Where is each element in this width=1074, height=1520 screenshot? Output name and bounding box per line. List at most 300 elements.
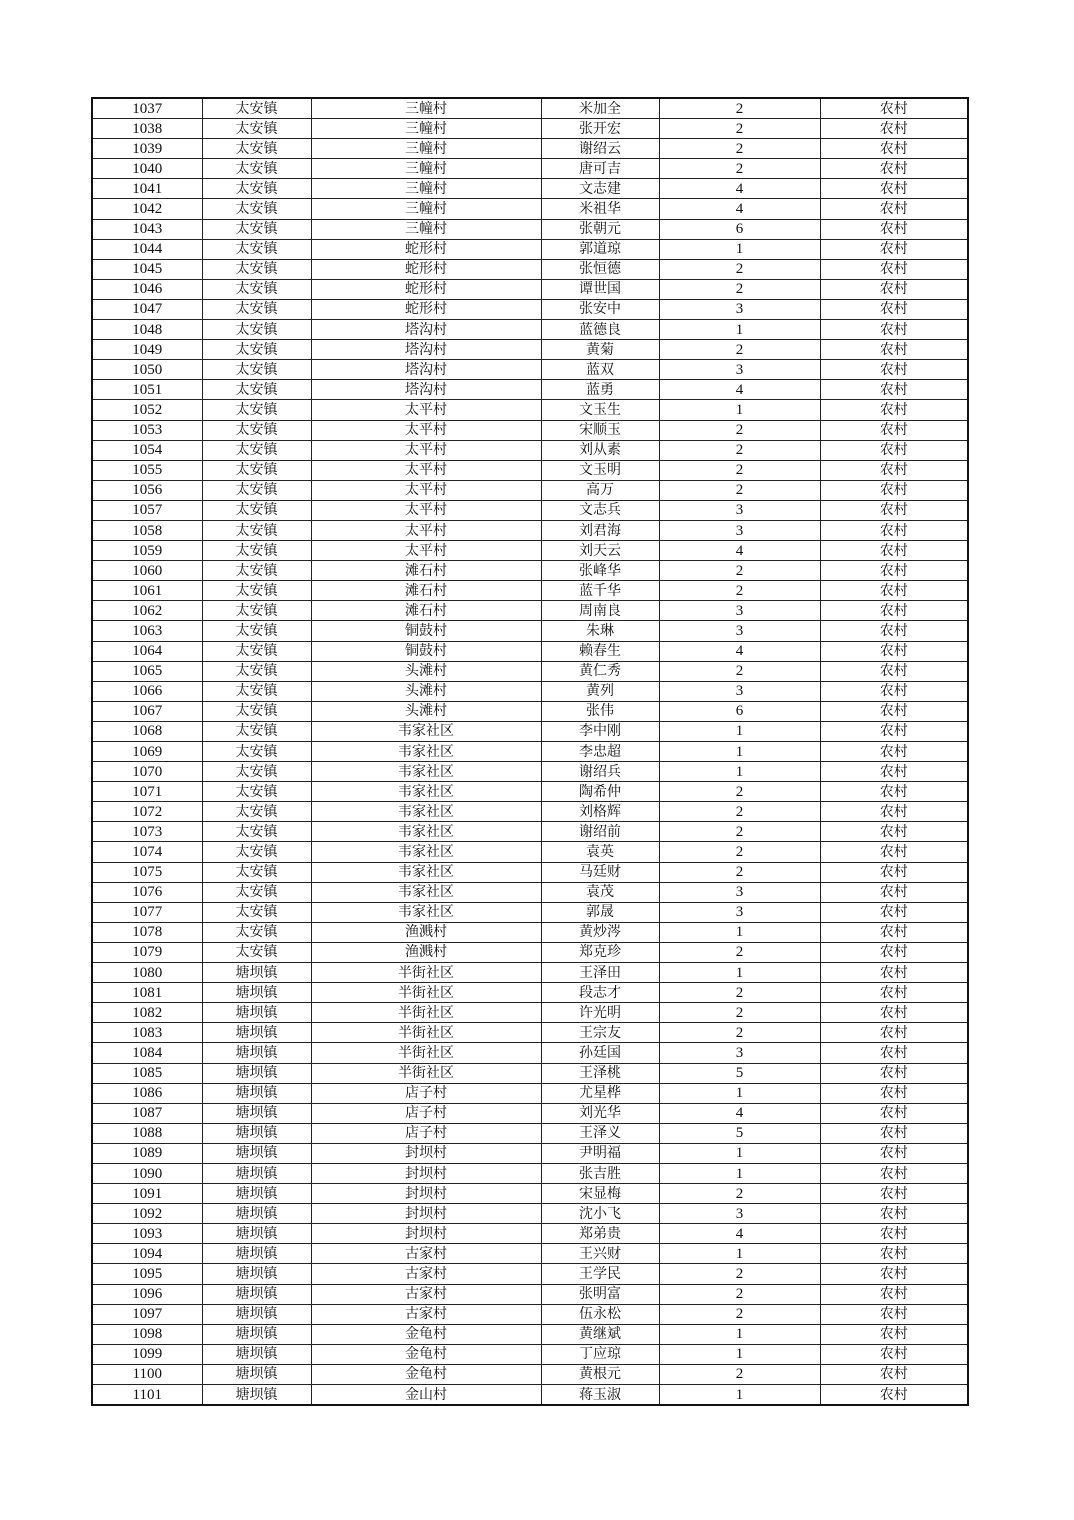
- name-cell: 许光明: [541, 1003, 659, 1023]
- category-cell: 农村: [820, 1003, 968, 1023]
- town-cell: 太安镇: [202, 661, 311, 681]
- serial-number-cell: 1056: [92, 480, 202, 500]
- household-size-cell: 2: [659, 98, 820, 119]
- town-cell: 太安镇: [202, 701, 311, 721]
- table-row: [92, 440, 968, 460]
- name-cell: 王学民: [541, 1264, 659, 1284]
- village-cell: 头滩村: [311, 681, 541, 701]
- name-cell: 丁应琼: [541, 1344, 659, 1364]
- category-cell: 农村: [820, 922, 968, 942]
- category-cell: 农村: [820, 1385, 968, 1406]
- village-cell: 韦家社区: [311, 822, 541, 842]
- serial-number-cell: 1083: [92, 1023, 202, 1043]
- household-size-cell: 3: [659, 1204, 820, 1224]
- serial-number-cell: 1060: [92, 561, 202, 581]
- household-size-cell: 5: [659, 1123, 820, 1143]
- table-row: [92, 902, 968, 922]
- household-size-cell: 1: [659, 1083, 820, 1103]
- name-cell: 郑克珍: [541, 942, 659, 962]
- category-cell: 农村: [820, 1143, 968, 1163]
- category-cell: 农村: [820, 802, 968, 822]
- household-size-cell: 4: [659, 1103, 820, 1123]
- serial-number-cell: 1085: [92, 1063, 202, 1083]
- name-cell: 李中刚: [541, 721, 659, 741]
- serial-number-cell: 1100: [92, 1364, 202, 1384]
- category-cell: 农村: [820, 882, 968, 902]
- village-cell: 金龟村: [311, 1364, 541, 1384]
- serial-number-cell: 1076: [92, 882, 202, 902]
- village-cell: 太平村: [311, 420, 541, 440]
- village-cell: 古家村: [311, 1244, 541, 1264]
- village-cell: 韦家社区: [311, 882, 541, 902]
- category-cell: 农村: [820, 721, 968, 741]
- village-cell: 渔溅村: [311, 942, 541, 962]
- name-cell: 袁英: [541, 842, 659, 862]
- table-row: [92, 842, 968, 862]
- serial-number-cell: 1075: [92, 862, 202, 882]
- household-size-cell: 2: [659, 279, 820, 299]
- table-row: [92, 641, 968, 661]
- serial-number-cell: 1089: [92, 1143, 202, 1163]
- household-size-cell: 1: [659, 1244, 820, 1264]
- table-row: [92, 942, 968, 962]
- name-cell: 刘从素: [541, 440, 659, 460]
- serial-number-cell: 1052: [92, 400, 202, 420]
- town-cell: 太安镇: [202, 400, 311, 420]
- town-cell: 太安镇: [202, 742, 311, 762]
- town-cell: 太安镇: [202, 139, 311, 159]
- table-row: [92, 1284, 968, 1304]
- village-cell: 蛇形村: [311, 299, 541, 319]
- household-size-cell: 4: [659, 641, 820, 661]
- household-size-cell: 2: [659, 1264, 820, 1284]
- village-cell: 太平村: [311, 460, 541, 480]
- serial-number-cell: 1090: [92, 1163, 202, 1183]
- town-cell: 太安镇: [202, 822, 311, 842]
- town-cell: 塘坝镇: [202, 1143, 311, 1163]
- table-row: [92, 1003, 968, 1023]
- town-cell: 塘坝镇: [202, 963, 311, 983]
- category-cell: 农村: [820, 762, 968, 782]
- table-row: [92, 1304, 968, 1324]
- household-size-cell: 1: [659, 1143, 820, 1163]
- table-row: [92, 1123, 968, 1143]
- town-cell: 太安镇: [202, 842, 311, 862]
- category-cell: 农村: [820, 299, 968, 319]
- serial-number-cell: 1084: [92, 1043, 202, 1063]
- name-cell: 蒋玉淑: [541, 1385, 659, 1406]
- serial-number-cell: 1092: [92, 1204, 202, 1224]
- table-row: [92, 1224, 968, 1244]
- category-cell: 农村: [820, 239, 968, 259]
- category-cell: 农村: [820, 159, 968, 179]
- serial-number-cell: 1095: [92, 1264, 202, 1284]
- household-size-cell: 2: [659, 1304, 820, 1324]
- village-cell: 塔沟村: [311, 340, 541, 360]
- table-row: [92, 1143, 968, 1163]
- table-row: [92, 862, 968, 882]
- town-cell: 塘坝镇: [202, 1043, 311, 1063]
- serial-number-cell: 1072: [92, 802, 202, 822]
- name-cell: 尤星桦: [541, 1083, 659, 1103]
- serial-number-cell: 1082: [92, 1003, 202, 1023]
- serial-number-cell: 1039: [92, 139, 202, 159]
- table-row: [92, 621, 968, 641]
- table-row: [92, 721, 968, 741]
- table-row: [92, 1324, 968, 1344]
- category-cell: 农村: [820, 1344, 968, 1364]
- category-cell: 农村: [820, 641, 968, 661]
- category-cell: 农村: [820, 1023, 968, 1043]
- village-cell: 半街社区: [311, 1003, 541, 1023]
- table-row: [92, 400, 968, 420]
- household-size-cell: 2: [659, 942, 820, 962]
- village-cell: 半街社区: [311, 1023, 541, 1043]
- household-size-cell: 2: [659, 119, 820, 139]
- household-size-cell: 4: [659, 179, 820, 199]
- category-cell: 农村: [820, 199, 968, 219]
- village-cell: 塔沟村: [311, 360, 541, 380]
- household-size-cell: 2: [659, 259, 820, 279]
- town-cell: 太安镇: [202, 219, 311, 239]
- category-cell: 农村: [820, 1264, 968, 1284]
- name-cell: 朱琳: [541, 621, 659, 641]
- village-cell: 蛇形村: [311, 279, 541, 299]
- name-cell: 谢绍前: [541, 822, 659, 842]
- village-cell: 店子村: [311, 1123, 541, 1143]
- name-cell: 文玉明: [541, 460, 659, 480]
- serial-number-cell: 1042: [92, 199, 202, 219]
- household-size-cell: 1: [659, 1163, 820, 1183]
- village-cell: 三幢村: [311, 98, 541, 119]
- village-cell: 蛇形村: [311, 239, 541, 259]
- serial-number-cell: 1070: [92, 762, 202, 782]
- town-cell: 太安镇: [202, 199, 311, 219]
- village-cell: 封坝村: [311, 1143, 541, 1163]
- village-cell: 韦家社区: [311, 742, 541, 762]
- household-size-cell: 1: [659, 963, 820, 983]
- town-cell: 塘坝镇: [202, 1103, 311, 1123]
- name-cell: 张明富: [541, 1284, 659, 1304]
- name-cell: 张恒德: [541, 259, 659, 279]
- name-cell: 袁茂: [541, 882, 659, 902]
- category-cell: 农村: [820, 340, 968, 360]
- town-cell: 太安镇: [202, 159, 311, 179]
- household-size-cell: 2: [659, 1023, 820, 1043]
- serial-number-cell: 1074: [92, 842, 202, 862]
- name-cell: 张开宏: [541, 119, 659, 139]
- category-cell: 农村: [820, 360, 968, 380]
- table-row: [92, 98, 968, 119]
- village-cell: 半街社区: [311, 1043, 541, 1063]
- household-size-cell: 3: [659, 299, 820, 319]
- category-cell: 农村: [820, 822, 968, 842]
- table-row: [92, 279, 968, 299]
- village-cell: 韦家社区: [311, 802, 541, 822]
- town-cell: 太安镇: [202, 782, 311, 802]
- village-cell: 太平村: [311, 400, 541, 420]
- table-row: [92, 500, 968, 520]
- table-row: [92, 1103, 968, 1123]
- name-cell: 米加全: [541, 98, 659, 119]
- town-cell: 塘坝镇: [202, 983, 311, 1003]
- name-cell: 郭道琼: [541, 239, 659, 259]
- table-row: [92, 320, 968, 340]
- town-cell: 太安镇: [202, 320, 311, 340]
- household-size-cell: 2: [659, 842, 820, 862]
- village-cell: 韦家社区: [311, 862, 541, 882]
- town-cell: 太安镇: [202, 561, 311, 581]
- village-cell: 三幢村: [311, 199, 541, 219]
- table-row: [92, 299, 968, 319]
- serial-number-cell: 1037: [92, 98, 202, 119]
- village-cell: 铜鼓村: [311, 641, 541, 661]
- household-size-cell: 2: [659, 139, 820, 159]
- village-cell: 滩石村: [311, 581, 541, 601]
- household-size-cell: 2: [659, 822, 820, 842]
- table-row: [92, 219, 968, 239]
- household-size-cell: 3: [659, 621, 820, 641]
- household-size-cell: 5: [659, 1063, 820, 1083]
- serial-number-cell: 1078: [92, 922, 202, 942]
- table-row: [92, 1204, 968, 1224]
- name-cell: 陶希仲: [541, 782, 659, 802]
- table-row: [92, 340, 968, 360]
- name-cell: 黄炒涔: [541, 922, 659, 942]
- household-size-cell: 3: [659, 681, 820, 701]
- town-cell: 太安镇: [202, 299, 311, 319]
- town-cell: 太安镇: [202, 480, 311, 500]
- table-row: [92, 520, 968, 540]
- roster-table: [91, 97, 969, 1406]
- category-cell: 农村: [820, 661, 968, 681]
- table-row: [92, 1083, 968, 1103]
- town-cell: 塘坝镇: [202, 1344, 311, 1364]
- name-cell: 王泽义: [541, 1123, 659, 1143]
- category-cell: 农村: [820, 983, 968, 1003]
- category-cell: 农村: [820, 862, 968, 882]
- serial-number-cell: 1087: [92, 1103, 202, 1123]
- table-row: [92, 259, 968, 279]
- town-cell: 太安镇: [202, 942, 311, 962]
- table-row: [92, 681, 968, 701]
- town-cell: 太安镇: [202, 279, 311, 299]
- village-cell: 太平村: [311, 541, 541, 561]
- name-cell: 宋顺玉: [541, 420, 659, 440]
- category-cell: 农村: [820, 259, 968, 279]
- table-row: [92, 179, 968, 199]
- category-cell: 农村: [820, 1123, 968, 1143]
- category-cell: 农村: [820, 119, 968, 139]
- serial-number-cell: 1073: [92, 822, 202, 842]
- household-size-cell: 3: [659, 360, 820, 380]
- town-cell: 太安镇: [202, 119, 311, 139]
- town-cell: 太安镇: [202, 360, 311, 380]
- village-cell: 封坝村: [311, 1224, 541, 1244]
- category-cell: 农村: [820, 541, 968, 561]
- name-cell: 高万: [541, 480, 659, 500]
- town-cell: 塘坝镇: [202, 1063, 311, 1083]
- town-cell: 塘坝镇: [202, 1264, 311, 1284]
- village-cell: 三幢村: [311, 119, 541, 139]
- table-row: [92, 922, 968, 942]
- village-cell: 封坝村: [311, 1204, 541, 1224]
- table-row: [92, 119, 968, 139]
- household-size-cell: 1: [659, 400, 820, 420]
- category-cell: 农村: [820, 460, 968, 480]
- serial-number-cell: 1050: [92, 360, 202, 380]
- household-size-cell: 2: [659, 480, 820, 500]
- village-cell: 古家村: [311, 1284, 541, 1304]
- village-cell: 韦家社区: [311, 842, 541, 862]
- village-cell: 半街社区: [311, 1063, 541, 1083]
- name-cell: 黄菊: [541, 340, 659, 360]
- serial-number-cell: 1068: [92, 721, 202, 741]
- table-row: [92, 360, 968, 380]
- household-size-cell: 1: [659, 742, 820, 762]
- town-cell: 太安镇: [202, 581, 311, 601]
- category-cell: 农村: [820, 420, 968, 440]
- serial-number-cell: 1079: [92, 942, 202, 962]
- village-cell: 金龟村: [311, 1324, 541, 1344]
- household-size-cell: 3: [659, 601, 820, 621]
- category-cell: 农村: [820, 320, 968, 340]
- name-cell: 刘君海: [541, 520, 659, 540]
- table-row: [92, 581, 968, 601]
- town-cell: 塘坝镇: [202, 1163, 311, 1183]
- serial-number-cell: 1045: [92, 259, 202, 279]
- household-size-cell: 1: [659, 922, 820, 942]
- village-cell: 蛇形村: [311, 259, 541, 279]
- town-cell: 塘坝镇: [202, 1324, 311, 1344]
- town-cell: 太安镇: [202, 420, 311, 440]
- serial-number-cell: 1063: [92, 621, 202, 641]
- town-cell: 太安镇: [202, 681, 311, 701]
- table-row: [92, 380, 968, 400]
- village-cell: 店子村: [311, 1083, 541, 1103]
- household-size-cell: 1: [659, 1324, 820, 1344]
- name-cell: 宋显梅: [541, 1184, 659, 1204]
- town-cell: 太安镇: [202, 621, 311, 641]
- name-cell: 沈小飞: [541, 1204, 659, 1224]
- category-cell: 农村: [820, 681, 968, 701]
- category-cell: 农村: [820, 1304, 968, 1324]
- town-cell: 太安镇: [202, 520, 311, 540]
- category-cell: 农村: [820, 1103, 968, 1123]
- table-row: [92, 1184, 968, 1204]
- household-size-cell: 2: [659, 1184, 820, 1204]
- name-cell: 王宗友: [541, 1023, 659, 1043]
- town-cell: 太安镇: [202, 440, 311, 460]
- table-row: [92, 802, 968, 822]
- category-cell: 农村: [820, 480, 968, 500]
- serial-number-cell: 1048: [92, 320, 202, 340]
- name-cell: 王泽田: [541, 963, 659, 983]
- village-cell: 滩石村: [311, 601, 541, 621]
- serial-number-cell: 1096: [92, 1284, 202, 1304]
- serial-number-cell: 1094: [92, 1244, 202, 1264]
- household-size-cell: 2: [659, 561, 820, 581]
- name-cell: 伍永松: [541, 1304, 659, 1324]
- town-cell: 塘坝镇: [202, 1364, 311, 1384]
- table-row: [92, 963, 968, 983]
- name-cell: 米祖华: [541, 199, 659, 219]
- name-cell: 黄继斌: [541, 1324, 659, 1344]
- household-size-cell: 1: [659, 320, 820, 340]
- category-cell: 农村: [820, 963, 968, 983]
- name-cell: 王泽桃: [541, 1063, 659, 1083]
- town-cell: 塘坝镇: [202, 1284, 311, 1304]
- name-cell: 刘天云: [541, 541, 659, 561]
- name-cell: 蓝双: [541, 360, 659, 380]
- serial-number-cell: 1053: [92, 420, 202, 440]
- serial-number-cell: 1049: [92, 340, 202, 360]
- serial-number-cell: 1088: [92, 1123, 202, 1143]
- household-size-cell: 4: [659, 1224, 820, 1244]
- serial-number-cell: 1055: [92, 460, 202, 480]
- village-cell: 封坝村: [311, 1184, 541, 1204]
- town-cell: 塘坝镇: [202, 1224, 311, 1244]
- table-row: [92, 661, 968, 681]
- serial-number-cell: 1043: [92, 219, 202, 239]
- category-cell: 农村: [820, 1184, 968, 1204]
- town-cell: 塘坝镇: [202, 1385, 311, 1406]
- household-size-cell: 3: [659, 1043, 820, 1063]
- town-cell: 太安镇: [202, 380, 311, 400]
- category-cell: 农村: [820, 1043, 968, 1063]
- category-cell: 农村: [820, 380, 968, 400]
- name-cell: 黄根元: [541, 1364, 659, 1384]
- name-cell: 唐可吉: [541, 159, 659, 179]
- table-row: [92, 882, 968, 902]
- household-size-cell: 6: [659, 701, 820, 721]
- town-cell: 太安镇: [202, 882, 311, 902]
- serial-number-cell: 1101: [92, 1385, 202, 1406]
- serial-number-cell: 1066: [92, 681, 202, 701]
- household-size-cell: 2: [659, 581, 820, 601]
- category-cell: 农村: [820, 1324, 968, 1344]
- category-cell: 农村: [820, 279, 968, 299]
- name-cell: 王兴财: [541, 1244, 659, 1264]
- category-cell: 农村: [820, 782, 968, 802]
- category-cell: 农村: [820, 742, 968, 762]
- table-row: [92, 1244, 968, 1264]
- household-size-cell: 2: [659, 159, 820, 179]
- category-cell: 农村: [820, 1364, 968, 1384]
- village-cell: 封坝村: [311, 1163, 541, 1183]
- serial-number-cell: 1064: [92, 641, 202, 661]
- name-cell: 郭晟: [541, 902, 659, 922]
- household-size-cell: 2: [659, 420, 820, 440]
- name-cell: 赖春生: [541, 641, 659, 661]
- name-cell: 黄仁秀: [541, 661, 659, 681]
- village-cell: 太平村: [311, 520, 541, 540]
- name-cell: 蓝德良: [541, 320, 659, 340]
- category-cell: 农村: [820, 1244, 968, 1264]
- category-cell: 农村: [820, 581, 968, 601]
- name-cell: 文志建: [541, 179, 659, 199]
- serial-number-cell: 1098: [92, 1324, 202, 1344]
- name-cell: 尹明福: [541, 1143, 659, 1163]
- category-cell: 农村: [820, 842, 968, 862]
- household-size-cell: 2: [659, 460, 820, 480]
- village-cell: 铜鼓村: [311, 621, 541, 641]
- category-cell: 农村: [820, 179, 968, 199]
- category-cell: 农村: [820, 1224, 968, 1244]
- table-row: [92, 541, 968, 561]
- village-cell: 三幢村: [311, 179, 541, 199]
- name-cell: 张伟: [541, 701, 659, 721]
